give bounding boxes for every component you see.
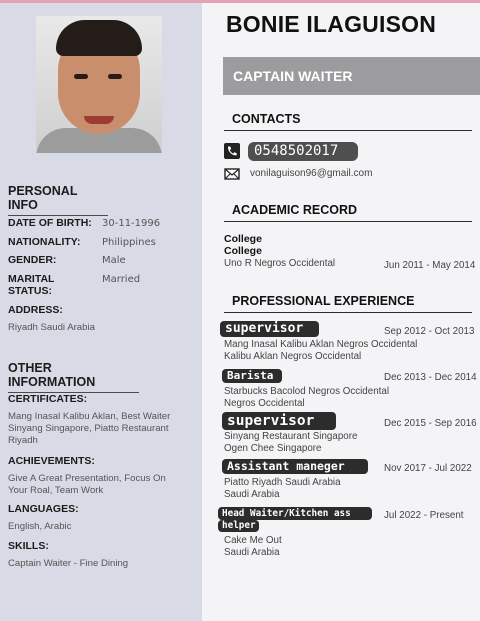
contacts-heading: CONTACTS: [232, 112, 301, 126]
job-3-line-2: Ogen Chee Singapore: [224, 443, 322, 454]
phone-number: 0548502017: [248, 142, 358, 161]
job-3-line-1: Sinyang Restaurant Singapore: [224, 431, 358, 442]
achievements-line-1: Give A Great Presentation, Focus On: [8, 473, 166, 484]
academic-heading: ACADEMIC RECORD: [232, 203, 357, 217]
job-4-line-2: Saudi Arabia: [224, 489, 280, 500]
certificates-line-2: Sinyang Singapore, Piatto Restaurant: [8, 423, 169, 434]
job-2-line-1: Starbucks Bacolod Negros Occidental: [224, 386, 389, 397]
dob-label: DATE OF BIRTH:: [8, 217, 92, 229]
email-icon: [224, 166, 240, 182]
job-5-role-line-2: helper: [218, 520, 259, 532]
job-5-dates: Jul 2022 - Present: [384, 510, 464, 521]
phone-icon: [224, 143, 240, 159]
job-2-line-2: Negros Occidental: [224, 398, 305, 409]
job-4-line-1: Piatto Riyadh Saudi Arabia: [224, 477, 341, 488]
skills-value: Captain Waiter - Fine Dining: [8, 558, 129, 569]
experience-rule: [224, 312, 472, 313]
academic-school: Uno R Negros Occidental: [224, 258, 336, 269]
job-title: CAPTAIN WAITER: [233, 68, 353, 84]
certificates-line-3: Riyadh: [8, 435, 38, 446]
job-4-role: Assistant maneger: [222, 459, 368, 474]
job-3-role: supervisor: [222, 412, 336, 430]
achievements-line-2: Your Roal, Team Work: [8, 485, 104, 496]
address-value: Riyadh Saudi Arabia: [8, 322, 95, 333]
marital-label-2: STATUS:: [8, 285, 52, 297]
job-5-line-1: Cake Me Out: [224, 535, 282, 546]
job-1-line-2: Kalibu Aklan Negros Occidental: [224, 351, 362, 362]
job-3-dates: Dec 2015 - Sep 2016: [384, 418, 477, 429]
person-name: BONIE ILAGUISON: [226, 11, 437, 37]
personal-info-heading: PERSONAL INFO: [8, 184, 108, 216]
job-4-dates: Nov 2017 - Jul 2022: [384, 463, 472, 474]
skills-label: SKILLS:: [8, 540, 49, 552]
certificates-label: CERTIFICATES:: [8, 393, 88, 405]
contacts-rule: [224, 130, 472, 131]
achievements-label: ACHIEVEMENTS:: [8, 455, 95, 467]
languages-value: English, Arabic: [8, 521, 72, 532]
job-2-dates: Dec 2013 - Dec 2014: [384, 372, 477, 383]
gender-label: GENDER:: [8, 254, 57, 266]
academic-line-1: College: [224, 233, 262, 245]
address-label: ADDRESS:: [8, 304, 63, 316]
languages-label: LANGUAGES:: [8, 503, 79, 515]
job-2-role: Barista: [222, 369, 282, 383]
gender-value: Male: [102, 255, 126, 266]
job-5-line-2: Saudi Arabia: [224, 547, 280, 558]
dob-value: 30-11-1996: [102, 218, 161, 229]
marital-label: MARITAL: [8, 273, 55, 285]
marital-value: Married: [102, 274, 141, 285]
job-1-dates: Sep 2012 - Oct 2013: [384, 326, 475, 337]
nationality-value: Philippines: [102, 237, 156, 248]
academic-dates: Jun 2011 - May 2014: [384, 260, 476, 271]
certificates-line-1: Mang Inasal Kalibu Aklan, Best Waiter: [8, 411, 171, 422]
nationality-label: NATIONALITY:: [8, 236, 81, 248]
other-info-heading: OTHER INFORMATION: [8, 361, 139, 393]
academic-line-2: College: [224, 245, 262, 257]
job-1-line-1: Mang Inasal Kalibu Aklan Negros Occidental: [224, 339, 418, 350]
academic-rule: [224, 221, 472, 222]
job-5-role-line-1: Head Waiter/Kitchen ass: [218, 507, 372, 520]
job-1-role: supervisor: [220, 321, 319, 337]
email-address: vonilaguison96@gmail.com: [250, 168, 373, 179]
profile-photo: [36, 16, 162, 153]
job-title-bar: [223, 57, 480, 95]
experience-heading: PROFESSIONAL EXPERIENCE: [232, 294, 415, 308]
